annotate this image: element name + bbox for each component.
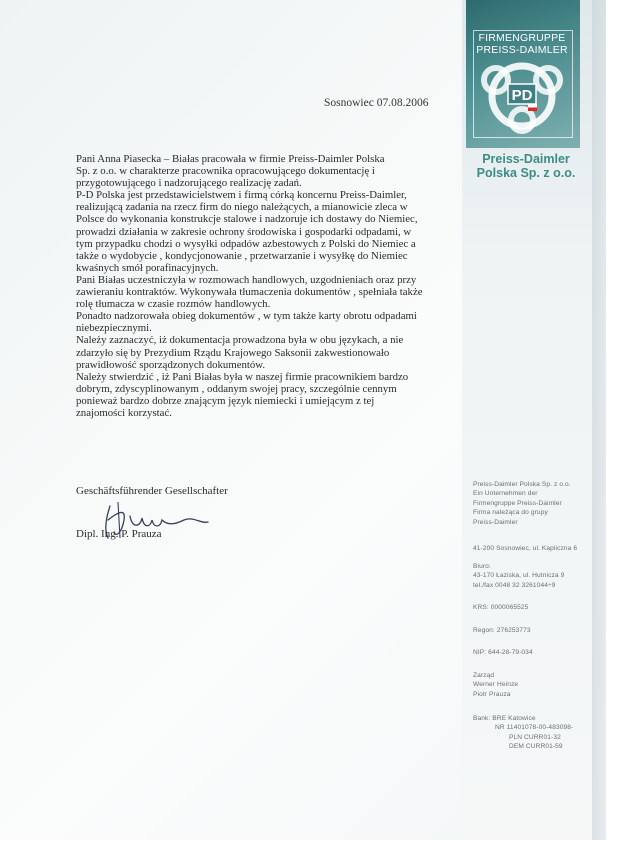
info-line: Preiss-Daimler Polska Sp. z o.o. [473,481,571,488]
krs-number [473,603,593,612]
info-line: 41-200 Sosnowiec, ul. Kapliczna 6 [473,545,578,552]
body-line: dobrym, zdyscyplinowanym , oddanym swojej pracy, szczególnie cennym [76,382,397,395]
body-line: ponieważ bardzo dobrze znającym język niemiecki i umiejącym z tej [76,394,375,407]
body-line: tym przypadku chodzi o wysyłki odpadów azbestowych z Polski do Niemiec a [76,237,416,250]
logo-monogram: PD [511,87,533,104]
letter-date: Sosnowiec 07.08.2006 [324,97,429,109]
info-line: PLN CURR01-32 [509,733,561,741]
body-line: znajomości korzystać. [76,406,172,419]
pd-emblem-icon [478,58,566,134]
info-line: Werner Heinze [473,681,519,689]
body-line: zawieraniu kontraktów. Wykonywała tłumaczenia dokumentów , spełniała także [76,286,423,299]
body-line: Pani Białas uczestniczyła w rozmowach handlowych, uzgodnieniach oraz przy [76,273,417,286]
info-line: Zarząd [473,672,495,679]
bank-details [473,714,593,752]
body-line: rolę tłumacza w czasie rozmów handlowych. [76,298,271,311]
info-line: NR 11401078-00-483098- [495,724,574,732]
body-line: Ponadto nadzorowała obieg dokumentów , w tym także karty obrotu odpadami [76,310,417,323]
signatory-title: Geschäftsführender Gesellschafter [76,485,228,497]
company-description [473,480,593,527]
body-line: Polsce do wykonania konstrukcje stalowe i nadzoruje ich dostawy do Niemiec, [76,213,418,226]
info-line: Bank: BRE Katowice [473,715,536,722]
logo-text-line2: PREISS-DAIMLER [476,44,568,56]
body-line: Należy zaznaczyć, iż dokumentacja prowadzona była w obu językach, a nie [76,334,404,347]
info-line: Regon: 276253773 [473,627,531,634]
brand-name: Preiss-Daimler [482,152,570,166]
body-line: Należy stwierdzić , iż Pani Białas była w naszej firmie pracownikiem bardzo [76,370,409,383]
body-line: zdarzyło się by Prezydium Rządu Krajowego Saksonii zakwestionowało [76,346,390,359]
regon-number [473,626,593,635]
info-line: Preiss-Daimler [473,518,518,526]
info-line: Firmengruppe Preiss-Daimler [473,499,562,507]
body-line: prawidłowość sporządzonych dokumentów. [76,358,266,371]
body-line: Sp. z o.o. w charakterze pracownika opracowującego dokumentację i [76,165,375,178]
body-line: także o wydobycie , kondycjonowanie , przetwarzanie i wysyłkę do Niemiec [76,249,408,262]
letter-body [76,153,466,419]
info-line: Biuro: [473,563,491,570]
body-line: realizującą zadania na rzecz firm do niego należących, a mianowicie zleca w [76,201,408,214]
body-line: P-D Polska jest przedstawicielstwem i firmą córką koncernu Preiss-Daimler, [76,189,407,202]
info-line: tel./fax 0048 32 3261044÷9 [473,581,556,589]
signatory-name: Dipl. Ing. P. Prauza [76,528,162,540]
body-line: Pani Anna Piasecka – Białas pracowała w firmie Preiss-Daimler Polska [76,153,385,165]
info-line: KRS: 0000065525 [473,604,529,611]
info-line: Ein Unternehmen der [473,490,538,498]
company-address [473,544,593,553]
brand-subname: Polska Sp. z o.o. [476,166,576,180]
management-board [473,671,593,699]
body-line: niebezpiecznymi. [76,322,152,335]
logo-text-line1: FIRMENGRUPPE [478,32,566,44]
info-line: Firma należąca do grupy [473,509,548,517]
office-address [473,562,593,590]
body-line: prowadzi działania w zakresie ochrony środowiska i gospodarki odpadami, w [76,225,412,238]
info-line: NIP: 644-28-79-034 [473,649,533,656]
nip-number [473,648,593,657]
info-line: Piotr Prauza [473,690,511,698]
info-line: DEM CURR01-59 [509,743,563,751]
body-line: przygotowującego i nadzorującego realizację zadań. [76,177,302,190]
info-line: 43-170 Łaziska, ul. Hutnicza 9 [473,572,565,580]
body-line: kwaśnych smół porafinacyjnych. [76,261,219,274]
